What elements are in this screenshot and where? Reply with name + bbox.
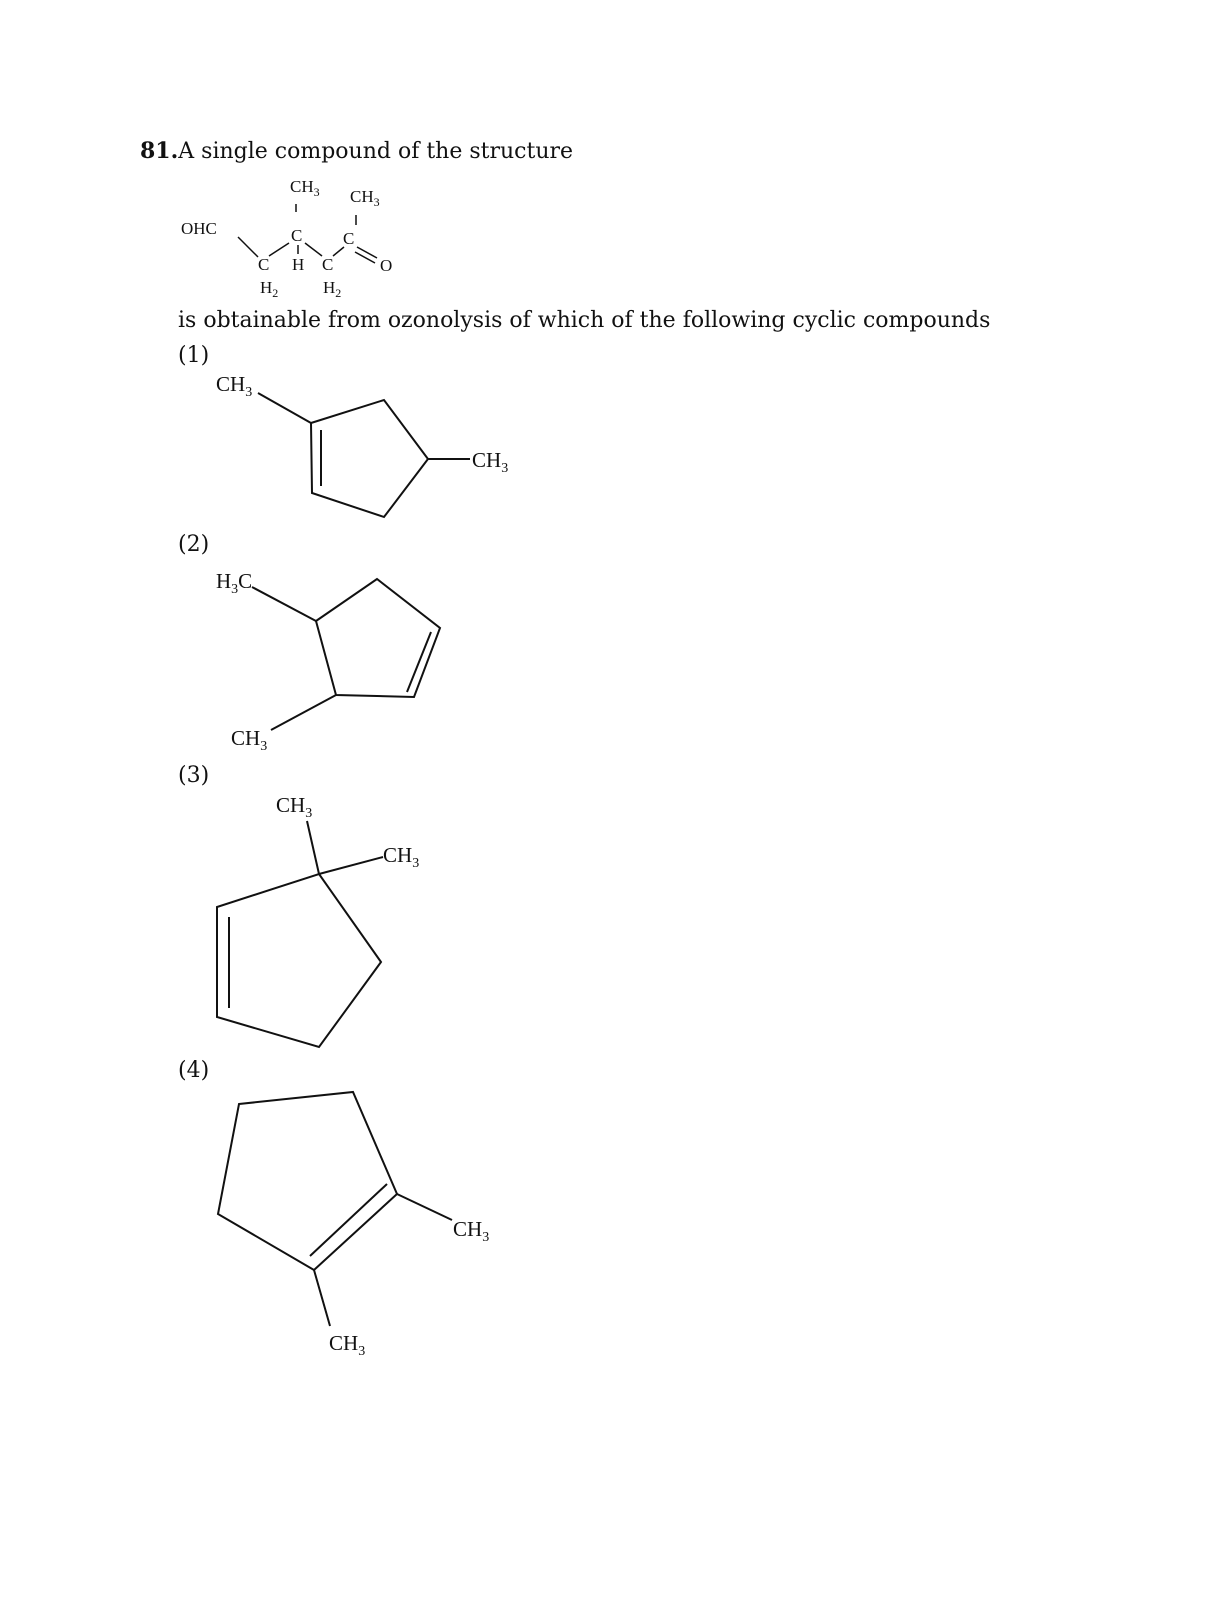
opt4-ring [218, 1092, 397, 1270]
option-4-label[interactable]: (4) [178, 1058, 210, 1083]
question-stem: A single compound of the structure [178, 139, 574, 164]
option-2-label[interactable]: (2) [178, 532, 210, 557]
opt1-ch3-2: $CH_3$ [472, 448, 509, 476]
ohc-label: OHC [181, 219, 217, 238]
option-1-label[interactable]: (1) [178, 343, 210, 368]
opt4-methyl-bond-2 [314, 1270, 330, 1326]
h2-left-label: $H_2$ [260, 278, 279, 300]
ch3-left-label: $CH_3$ [290, 177, 320, 199]
opt4-ch3-1: $CH_3$ [453, 1217, 490, 1245]
ch3-right-label: $CH_3$ [350, 187, 380, 209]
opt2-h3c: $H_3C$ [216, 569, 253, 597]
c-atom-2: C [343, 229, 355, 248]
question-follow: is obtainable from ozonolysis of which of the following cyclic compounds [178, 308, 991, 333]
opt4-double-bond [310, 1184, 387, 1256]
opt4-methyl-bond-1 [397, 1194, 452, 1220]
question-number: 81. [140, 138, 179, 164]
c-atom-3: C [258, 255, 270, 274]
opt4-ch3-2: $CH_3$ [329, 1331, 366, 1359]
opt1-ch3-1: $CH_3$ [216, 372, 253, 400]
o-atom: O [380, 256, 393, 275]
c-atom-4: C [322, 255, 334, 274]
c-atom-1: C [291, 226, 303, 245]
h2-right-label: $H_2$ [323, 278, 342, 300]
opt2-ch3: $CH_3$ [231, 726, 268, 754]
h-atom: H [292, 255, 305, 274]
option-3-label[interactable]: (3) [178, 763, 210, 788]
opt3-ch3-2: $CH_3$ [383, 843, 420, 871]
opt3-ch3-1: $CH_3$ [276, 793, 313, 821]
